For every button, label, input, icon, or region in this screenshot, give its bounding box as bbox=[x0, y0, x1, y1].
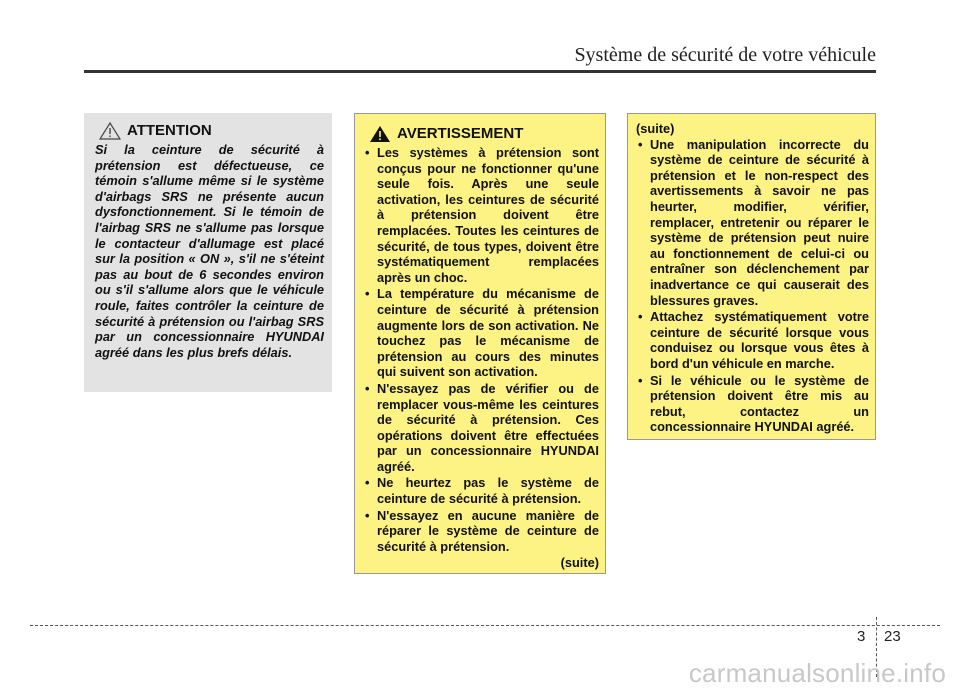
page-header-title: Système de sécurité de votre véhicule bbox=[574, 44, 876, 66]
attention-box bbox=[84, 113, 332, 392]
warning-filled-icon bbox=[369, 125, 391, 143]
list-item: • N'essayez en aucune manière de réparer le système de ceinture de sécurité à prétension. bbox=[363, 508, 599, 555]
avertissement-list bbox=[363, 145, 599, 554]
warning-outline-icon bbox=[99, 122, 121, 140]
attention-title-row bbox=[99, 122, 324, 140]
page-number: 23 bbox=[884, 628, 901, 645]
footer-rule bbox=[30, 625, 940, 626]
list-item: • N'essayez pas de vérifier ou de remplacer vous-même les ceintures de sécurité à prétension. Ces opérations doivent être effectuées par un concessionnaire HYUNDAI agréé. bbox=[363, 381, 599, 475]
continuation-label: (suite) bbox=[636, 121, 675, 136]
header-rule bbox=[84, 70, 876, 73]
avertissement-title-row bbox=[369, 125, 599, 143]
list-item: • Une manipulation incorrecte du système de ceinture de sécurité à prétension et le non-respect des avertissements à savoir ne pas heurter, modifier, vérifier, remplacer, entretenir ou réparer le système de prétension peut nuire au fonctionnement de celui-ci ou entraîner son déclenchement par inadvertance ce qui causerait des blessures graves. bbox=[636, 137, 869, 309]
avertissement-box bbox=[354, 113, 606, 574]
avertissement-title: AVERTISSEMENT bbox=[397, 125, 524, 142]
attention-title: ATTENTION bbox=[127, 122, 212, 139]
continuation-box bbox=[627, 113, 876, 440]
attention-text: Si la ceinture de sécurité à prétension est défectueuse, ce témoin s'allume même si le système d'airbags SRS ne présente aucun dysfonctionnement. Si le témoin de l'airbag SRS ne s'allume pas lorsque le contacteur d'allumage est placé sur la position « ON », s'il ne s'éteint pas au bout de 6 secondes environ ou s'il s'allume alors que le véhicule roule, faites contrôler la ceinture de sécurité à prétension ou l'airbag SRS par un concessionnaire HYUNDAI agréé dans les plus brefs délais. bbox=[95, 142, 324, 360]
watermark: carmanualsonline.info bbox=[688, 658, 946, 688]
list-item: • Attachez systématiquement votre ceinture de sécurité lorsque vous conduisez ou lorsque vous êtes à bord d'un véhicule en marche. bbox=[636, 309, 869, 371]
chapter-number: 3 bbox=[857, 628, 866, 645]
list-item: • Les systèmes à prétension sont conçus pour ne fonctionner qu'une seule fois. Après une seule activation, les ceintures de sécurité à prétension doivent être remplacées. Toutes les ceintures de sécurité, de tous types, doivent être systématiquement remplacées après un choc. bbox=[363, 145, 599, 285]
list-item: • La température du mécanisme de ceinture de sécurité à prétension augmente lors de son activation. Ne touchez pas le mécanisme de prétension au cours des minutes qui suivent son activation. bbox=[363, 286, 599, 380]
continued-label: (suite) bbox=[560, 555, 599, 571]
list-item: • Ne heurtez pas le système de ceinture de sécurité à prétension. bbox=[363, 475, 599, 506]
list-item: • Si le véhicule ou le système de prétension doivent être mis au rebut, contactez un concessionnaire HYUNDAI agréé. bbox=[636, 373, 869, 435]
continuation-list bbox=[636, 137, 869, 435]
